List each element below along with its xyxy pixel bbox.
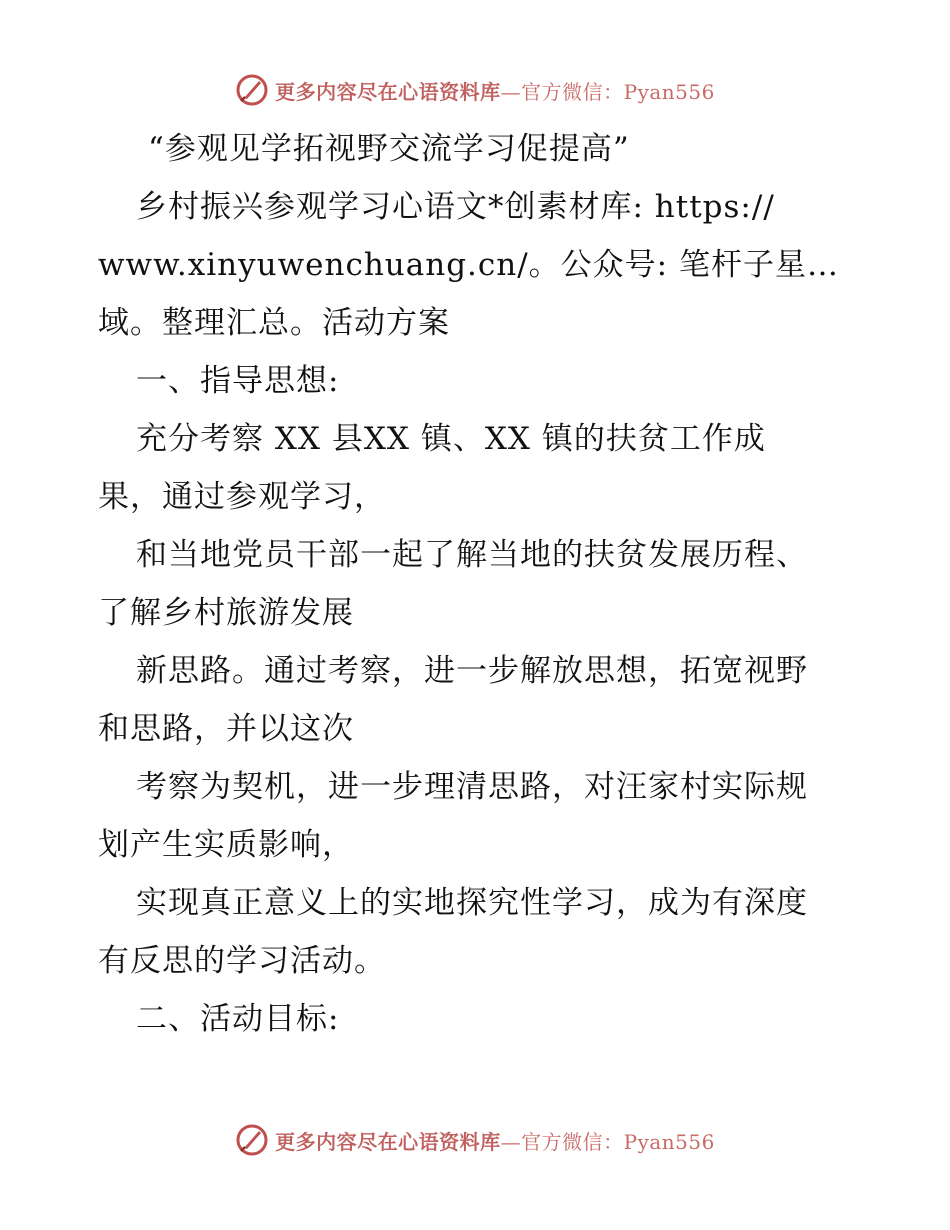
text-line: 实现真正意义上的实地探究性学习，成为有深度 xyxy=(136,885,808,921)
text-line: 和当地党员干部一起了解当地的扶贫发展历程、 xyxy=(136,537,808,573)
quill-logo-icon xyxy=(235,1123,269,1157)
text-line: 乡村振兴参观学习心语文*创素材库: https:// xyxy=(136,189,775,225)
text-line: 划产生实质影响， xyxy=(98,827,354,863)
footer-banner xyxy=(0,1120,950,1160)
text-line: 和思路，并以这次 xyxy=(98,711,354,747)
section-heading: 一、指导思想: xyxy=(136,363,340,399)
text-line: 了解乡村旅游发展 xyxy=(98,595,354,631)
text-line: 域。整理汇总。活动方案 xyxy=(98,305,450,341)
section-heading: 二、活动目标: xyxy=(136,1001,340,1037)
header-banner xyxy=(0,70,950,110)
banner-text: 更多内容尽在心语资料库—官方微信：Pyan556 xyxy=(275,79,715,104)
quill-logo-icon xyxy=(235,73,269,107)
text-line: 新思路。通过考察，进一步解放思想，拓宽视野 xyxy=(136,653,808,689)
text-line: 考察为契机，进一步理清思路，对汪家村实际规 xyxy=(136,769,808,805)
text-line: 果，通过参观学习， xyxy=(98,479,386,515)
text-line: www.xinyuwenchuang.cn/。公众号: 笔杆子星… xyxy=(98,247,839,283)
text-line: 有反思的学习活动。 xyxy=(98,943,386,979)
document-title: “参观见学拓视野交流学习促提高” xyxy=(148,131,630,167)
text-line: 充分考察 XX 县XX 镇、XX 镇的扶贫工作成 xyxy=(136,421,766,457)
document-body xyxy=(98,120,858,1048)
banner-text: 更多内容尽在心语资料库—官方微信：Pyan556 xyxy=(275,1129,715,1154)
